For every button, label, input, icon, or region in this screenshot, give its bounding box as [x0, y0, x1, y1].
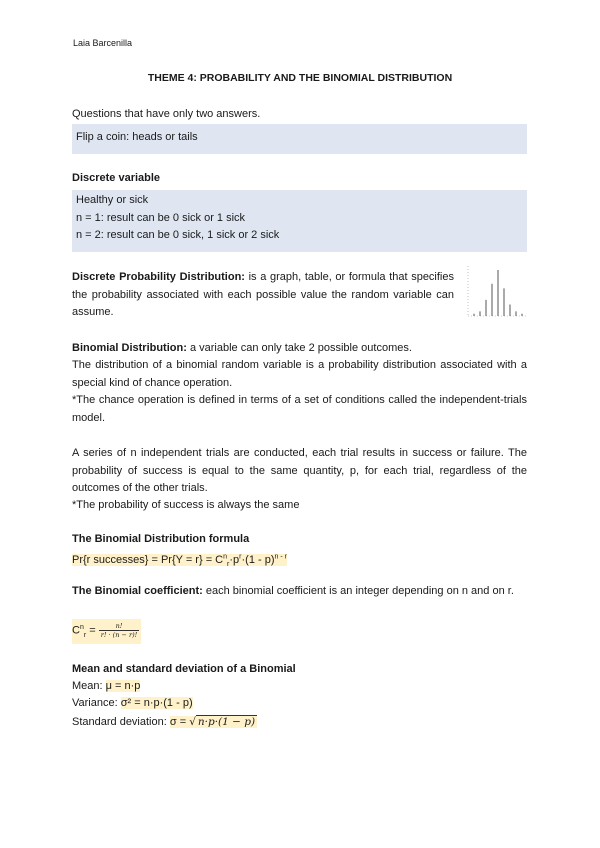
binomial-definition: a variable can only take 2 possible outcomes.: [186, 342, 412, 354]
page-title: THEME 4: PROBABILITY AND THE BINOMIAL DISTRIBUTION: [147, 72, 453, 84]
discrete-variable-box: [72, 190, 527, 252]
coefficient-formula-line: [72, 619, 527, 644]
coefficient-term: The Binomial coefficient:: [72, 585, 203, 597]
binomial-term: Binomial Distribution:: [72, 342, 187, 354]
formula-rest: ·(1 - p): [241, 553, 275, 566]
coefficient-c: C: [72, 624, 80, 637]
variance-line: [72, 695, 527, 713]
formula-sub-r: r: [227, 560, 230, 568]
discrete-variable-line: n = 2: result can be 0 sick, 1 sick or 2 sick: [76, 229, 280, 241]
formula-sup-nr: n - r: [274, 553, 287, 560]
coefficient-formula: [72, 619, 141, 644]
formula-mid: ·p: [229, 553, 240, 566]
sqrt-icon: √: [189, 716, 196, 728]
formula-heading: The Binomial Distribution formula: [72, 533, 250, 545]
intro-text: Questions that have only two answers.: [72, 108, 261, 120]
intro-box: [72, 124, 527, 154]
mean-line: [72, 678, 527, 696]
sd-radicand: n·p·(1 − p): [197, 716, 256, 728]
formula-line: [72, 548, 527, 573]
binomial-formula: [72, 554, 287, 566]
formula-sup-n: n: [223, 553, 228, 560]
mean-label: Mean:: [72, 680, 106, 692]
coefficient-definition: each binomial coefficient is an integer depending on n and on r.: [202, 585, 514, 597]
fraction-denominator: r! · (n − r)!: [100, 631, 138, 640]
sd-lhs: σ =: [169, 716, 190, 728]
discrete-prob-definition: is a graph, table, or formula that specifies the probability associated with each possible value the random variable can assume.: [72, 271, 454, 318]
coefficient-sub-r: r: [83, 631, 87, 639]
discrete-prob-term: Discrete Probability Distribution:: [72, 271, 245, 283]
mean-value: μ = n·p: [105, 680, 141, 692]
binomial-def: [72, 340, 527, 358]
discrete-variable-line: Healthy or sick: [76, 194, 149, 206]
discrete-variable-heading: Discrete variable: [72, 172, 161, 184]
coefficient-paragraph: [72, 583, 527, 601]
intro-box-text: Flip a coin: heads or tails: [76, 131, 198, 143]
coefficient-sup-n: n: [79, 624, 84, 631]
binomial-paragraph-1: The distribution of a binomial random variable is a probability distribution associated with a special kind of chance operation.: [72, 359, 527, 389]
author-name: Laia Barcenilla: [73, 38, 133, 48]
sd-formula: [170, 716, 257, 728]
discrete-prob-paragraph: [72, 269, 454, 322]
fraction-numerator: n!: [99, 622, 139, 631]
mini-distribution-chart: [464, 264, 528, 320]
mean-sd-heading: Mean and standard deviation of a Binomial: [72, 663, 296, 675]
coefficient-fraction: [99, 622, 139, 639]
variance-label: Variance:: [72, 697, 121, 709]
variance-value: σ² = n·p·(1 - p): [120, 697, 193, 709]
formula-lhs: Pr{r successes} = Pr{Y = r} = C: [72, 553, 224, 566]
binomial-paragraph-4: *The probability of success is always the same: [72, 499, 300, 511]
sd-label: Standard deviation:: [72, 716, 170, 728]
sd-line: [72, 714, 527, 732]
binomial-paragraph-3: A series of n independent trials are conducted, each trial results in success or failure. The probability of success is equal to the same quantity, p, for each trial, regardless of the outcomes of the other trials.: [72, 447, 527, 494]
formula-sup-r: r: [239, 553, 242, 560]
binomial-paragraph-2: *The chance operation is defined in terms of a set of conditions called the independent-trials model.: [72, 394, 527, 424]
coefficient-eq: =: [86, 624, 99, 637]
discrete-variable-line: n = 1: result can be 0 sick or 1 sick: [76, 211, 246, 224]
